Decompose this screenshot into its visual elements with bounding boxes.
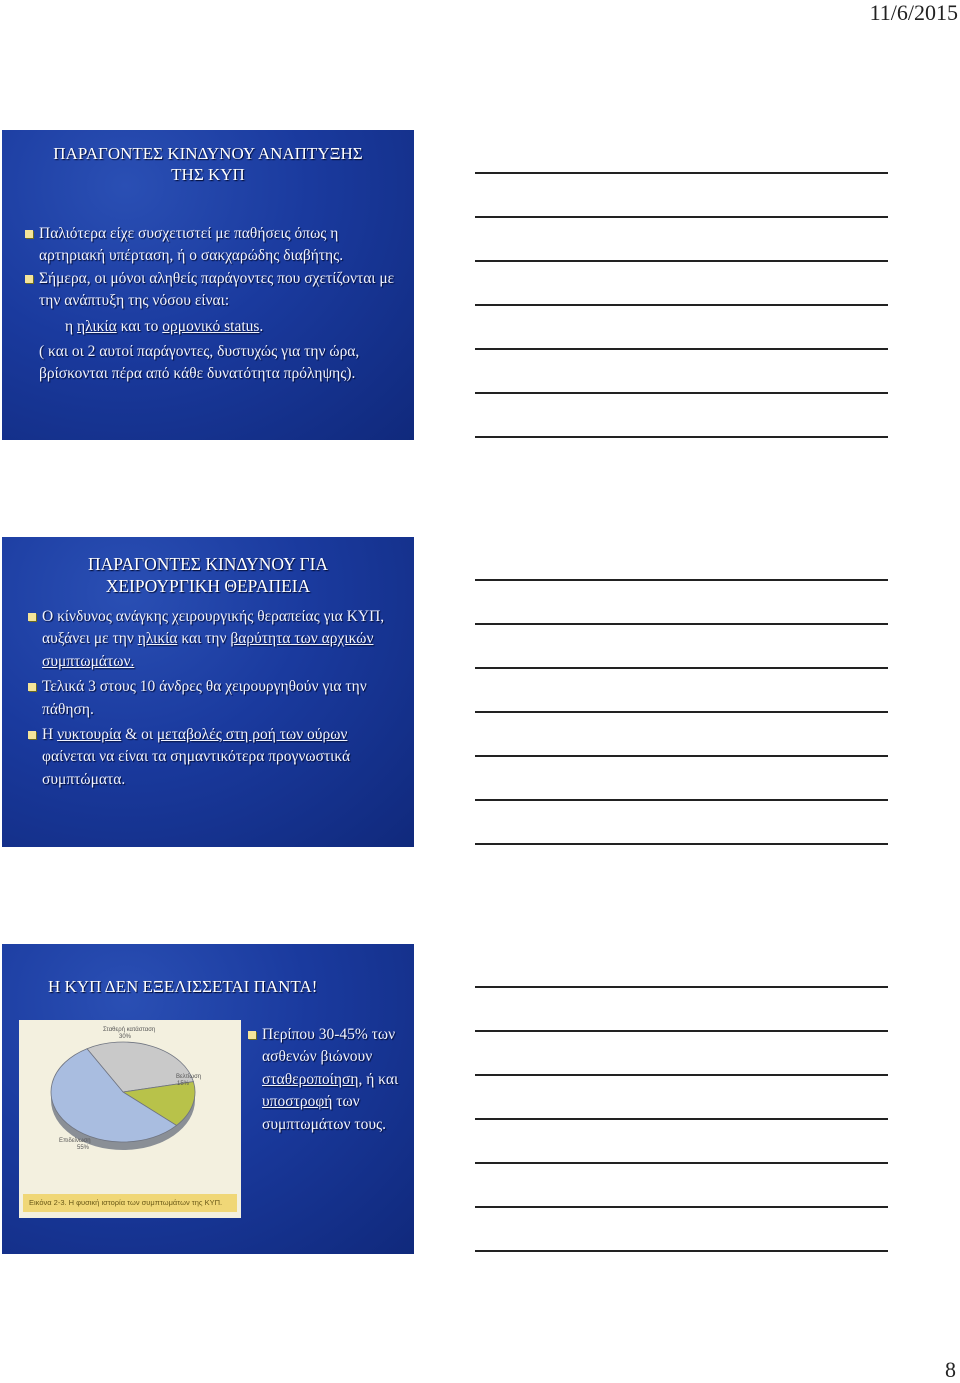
nocturia-link: νυκτουρία (57, 726, 122, 744)
note-line (475, 1118, 888, 1120)
pie-label-stable: Σταθερή κατάσταση (103, 1027, 156, 1033)
regression-link: υποστροφή (262, 1093, 333, 1111)
bullet-list (2, 606, 414, 791)
note-line (475, 667, 888, 669)
square-bullet-icon (28, 731, 36, 739)
text-run: Ο κίνδυνος ανάγκης χειρουργικής θεραπείας για ΚΥΠ, αυξάνει με την (42, 608, 385, 648)
note-line (475, 260, 888, 262)
note-line (475, 1206, 888, 1208)
severity-link: βαρύτητα των αρχικών συμπτωμάτων. (42, 630, 374, 670)
note-line (475, 986, 888, 988)
text-run: και την (177, 630, 231, 648)
note-line (475, 1250, 888, 1252)
slide-title-line2: ΤΗΣ ΚΥΠ (171, 165, 245, 184)
slide-title-line1: ΠΑΡΑΓΟΝΤΕΣ ΚΙΝΔΥΝΟΥ ΑΝΑΠΤΥΞΗΣ (53, 144, 363, 163)
note-line (475, 579, 888, 581)
paren-note: ( και οι 2 αυτοί παράγοντες, δυστυχώς για την ώρα, βρίσκονται πέρα από κάθε δυνατότητα πρόληψης). (39, 343, 360, 383)
slide-title (2, 130, 414, 185)
note-line (475, 436, 888, 438)
date-label: 11/6/2015 (869, 0, 958, 25)
bullet-item (39, 268, 404, 313)
text-run: & οι (121, 726, 157, 744)
text-run: φαίνεται να είναι τα σημαντικότερα προγνωστικά συμπτώματα. (42, 748, 351, 788)
square-bullet-icon (25, 275, 33, 283)
note-line (475, 843, 888, 845)
bullet-item (42, 606, 404, 673)
text-run: η (65, 317, 77, 335)
slide-title-line1: ΠΑΡΑΓΟΝΤΕΣ ΚΙΝΔΥΝΟΥ ΓΙΑ (87, 554, 329, 574)
natural-history-figure (19, 1020, 241, 1218)
slide-risk-factors-surgery (2, 537, 414, 847)
hormonal-status-link: ορμονικό status (162, 317, 260, 335)
slide-risk-factors-development (2, 130, 414, 440)
bullet-item (42, 676, 404, 721)
note-line (475, 172, 888, 174)
note-line (475, 623, 888, 625)
bullet-item (39, 223, 404, 268)
pie-label-improve: Βελτίωση (176, 1074, 202, 1080)
bullet-text: Τελικά 3 στους 10 άνδρες θα χειρουργηθούν για την πάθηση. (42, 678, 367, 718)
age-link: ηλικία (137, 630, 178, 648)
urine-flow-link: μεταβολές στη ροή των ούρων (156, 726, 348, 744)
note-line (475, 1162, 888, 1164)
square-bullet-icon (28, 683, 36, 691)
age-link: ηλικία (76, 317, 117, 335)
pie-label-worse: Επιδείνωση (59, 1138, 91, 1144)
text-run: . (259, 317, 264, 335)
text-run: των συμπτωμάτων τους. (262, 1093, 387, 1133)
pie-chart (19, 1020, 241, 1218)
note-line (475, 392, 888, 394)
note-line (475, 1030, 888, 1032)
pie-slices (51, 1042, 195, 1142)
bullet-text: Σήμερα, οι μόνοι αληθείς παράγοντες που σχετίζονται με την ανάπτυξη της νόσου είναι: (39, 269, 395, 310)
text-run: , ή και (358, 1070, 399, 1088)
slide-title (2, 537, 414, 597)
pie-value-improve: 15% (177, 1081, 190, 1087)
note-line (475, 799, 888, 801)
stabilization-link: σταθεροποίηση (262, 1070, 359, 1088)
note-line (475, 304, 888, 306)
note-line (475, 1074, 888, 1076)
figure-caption: Εικόνα 2-3. Η φυσική ιστορία των συμπτωμάτων της ΚΥΠ. (23, 1194, 237, 1212)
text-run: Περίπου 30-45% των ασθενών βιώνουν (262, 1026, 396, 1066)
pie-value-stable: 30% (119, 1034, 132, 1040)
slide-bph-not-always-progressing (2, 944, 414, 1254)
sub-line (39, 316, 404, 338)
bullet-text: Παλιότερα είχε συσχετιστεί με παθήσεις όπως η αρτηριακή υπέρταση, ή ο σακχαρώδης διαβήτης. (39, 225, 344, 265)
slide-title: Η ΚΥΠ ΔΕΝ ΕΞΕΛΙΣΣΕΤΑΙ ΠΑΝΤΑ! (48, 977, 318, 996)
text-run: και το (116, 317, 163, 335)
bullet-list (262, 1024, 410, 1136)
square-bullet-icon (28, 613, 36, 621)
note-line (475, 755, 888, 757)
page-number: 8 (945, 1357, 956, 1382)
note-line (475, 711, 888, 713)
square-bullet-icon (25, 230, 33, 238)
slide-title-line2: ΧΕΙΡΟΥΡΓΙΚΗ ΘΕΡΑΠΕΙΑ (105, 576, 311, 596)
bullet-item (262, 1024, 410, 1136)
pie-value-worse: 55% (77, 1145, 90, 1151)
note-line (475, 216, 888, 218)
bullet-list (2, 223, 414, 386)
note-line (475, 348, 888, 350)
square-bullet-icon (248, 1031, 256, 1039)
bullet-item (42, 724, 404, 791)
text-run: Η (42, 726, 58, 744)
